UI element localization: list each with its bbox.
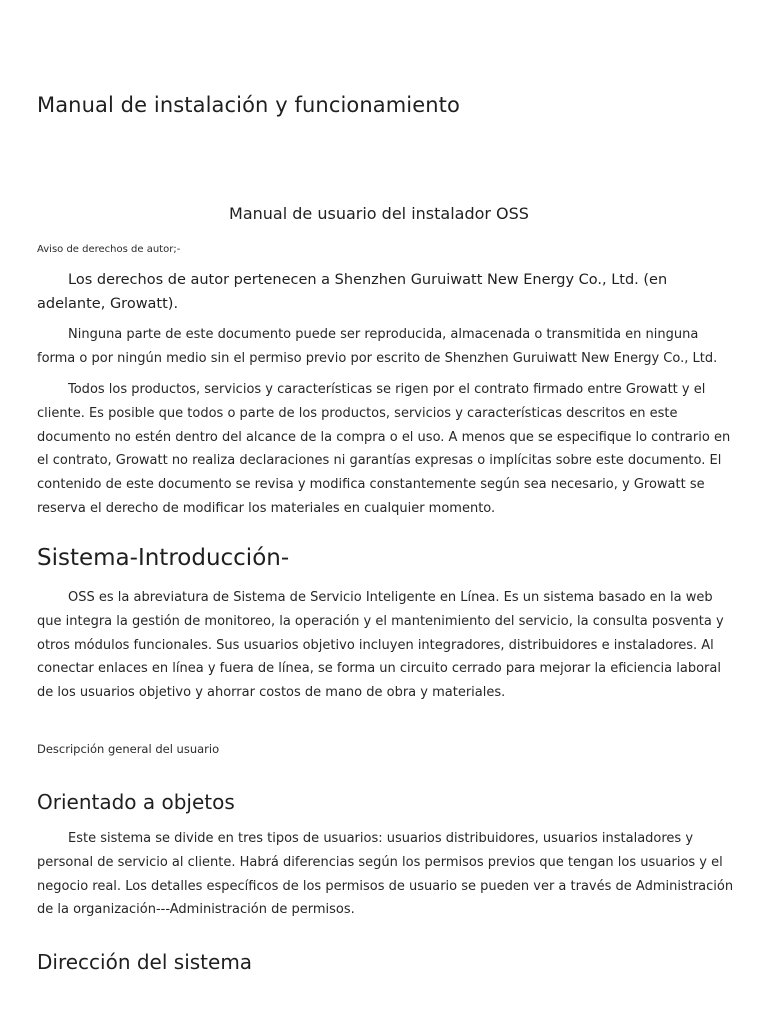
user-overview-label: Descripción general del usuario <box>37 742 220 756</box>
object-oriented-paragraph: Este sistema se divide en tres tipos de usuarios: usuarios distribuidores, usuarios instaladores y personal de servicio al cliente. Habrá diferencias según los permisos previos que tengan los usuarios y el negocio real. Los detalles específicos de los permisos de usuario se pueden ver a través de Administración de la organización---Administración de permisos. <box>37 831 734 918</box>
object-oriented-heading: Orientado a objetos <box>37 790 235 814</box>
copyright-owner-paragraph: Los derechos de autor pertenecen a Shenzhen Guruiwatt New Energy Co., Ltd. (en adelante, Growatt). <box>37 272 668 312</box>
reproduction-paragraph: Ninguna parte de este documento puede ser reproducida, almacenada o transmitida en ninguna forma o por ningún medio sin el permiso previo por escrito de Shenzhen Guruiwatt New Energy Co., Ltd. <box>37 327 718 366</box>
products-paragraph: Todos los productos, servicios y características se rigen por el contrato firmado entre Growatt y el cliente. Es posible que todos o parte de los productos, servicios y características descritos en este documento no estén dentro del alcance de la compra o el uso. A menos que se especifique lo contrario en el contrato, Growatt no realiza declaraciones ni garantías expresas o implícitas sobre este documento. El contenido de este documento se revisa y modifica constantemente según sea necesario, y Growatt se reserva el derecho de modificar los materiales en cualquier momento. <box>37 382 731 516</box>
system-direction-heading: Dirección del sistema <box>37 950 253 974</box>
system-intro-heading: Sistema-Introducción- <box>37 545 290 571</box>
copyright-notice-label: Aviso de derechos de autor;- <box>37 244 181 255</box>
document-title: Manual de instalación y funcionamiento <box>37 93 460 117</box>
document-subtitle: Manual de usuario del instalador OSS <box>229 204 529 223</box>
system-intro-paragraph: OSS es la abreviatura de Sistema de Servicio Inteligente en Línea. Es un sistema basado en la web que integra la gestión de monitoreo, la operación y el mantenimiento del servicio, la consulta posventa y otros módulos funcionales. Sus usuarios objetivo incluyen integradores, distribuidores e instaladores. Al conectar enlaces en línea y fuera de línea, se forma un circuito cerrado para mejorar la eficiencia laboral de los usuarios objetivo y ahorrar costos de mano de obra y materiales. <box>37 590 724 701</box>
